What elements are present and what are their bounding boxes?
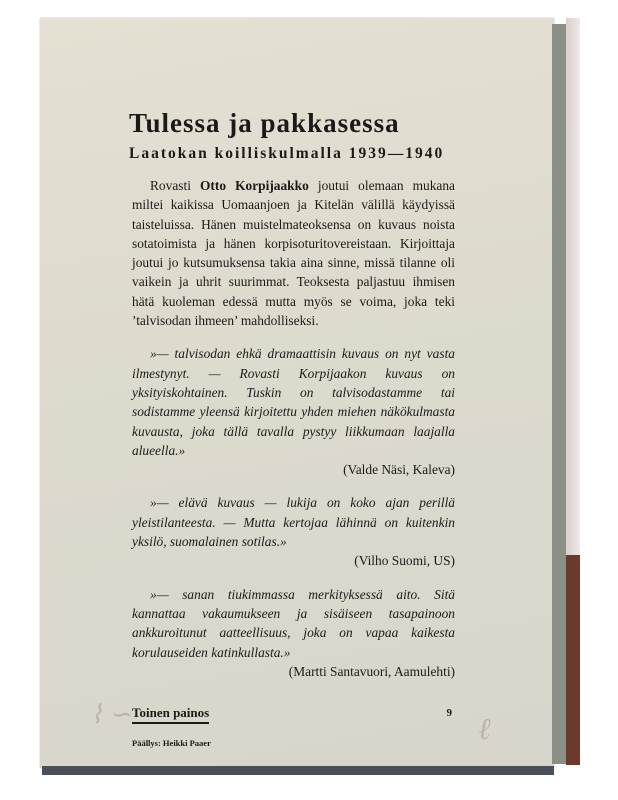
review-source: (Valde Näsi, Kaleva): [343, 462, 455, 478]
cover-designer-credit: Päällys: Heikki Paaer: [132, 738, 211, 749]
pencil-marks: ⌇ ∽: [90, 700, 133, 730]
book-bottom-edge: [42, 766, 554, 775]
review-1: [132, 344, 455, 479]
review-3: [132, 585, 455, 681]
edition-label: Toinen painos: [132, 705, 209, 724]
author-name: Otto Korpijaakko: [200, 178, 309, 193]
review-source: (Martti Santavuori, Aamulehti): [288, 663, 455, 679]
review-quote: »— talvisodan ehkä dramaattisin kuvaus on nyt vasta ilmestynyt. — Rovasti Korpijaakon kuvaus on yksityiskohtainen. Tuskin on talvisodastamme tai sodistamme yleensä kirjoitettu yhden miehen näkökulmasta kuvausta, joka tällä tavalla pystyy liikkumaan laajalla alueella.»: [132, 346, 455, 458]
cover-text: [129, 106, 459, 749]
blurb-paragraph: [132, 176, 455, 330]
book-subtitle: Laatokan koilliskulmalla 1939—1940: [129, 145, 445, 162]
pencil-marks: ℓ: [478, 712, 491, 747]
review-quote: »— elävä kuvaus — lukija on koko ajan perillä yleistilanteesta. — Mutta kertojaa lähinnä on kuitenkin yksilö, suomalainen sotilas.»: [132, 495, 455, 550]
spine-brown-band: [566, 555, 580, 765]
spine-strip: [552, 24, 566, 764]
spine-edge: [566, 18, 580, 558]
review-source: (Vilho Suomi, US): [354, 553, 455, 569]
review-2: [132, 493, 455, 570]
book-title: Tulessa ja pakkasessa: [129, 108, 400, 138]
series-number: 9: [446, 707, 452, 720]
review-quote: »— sanan tiukimmassa merkityksessä aito. Sitä kannattaa vakaumukseen ja sisäiseen tasapainoon ankkuroitunut aatteellisuus, joka on vapaa kaikesta korulauseiden katinkullasta.»: [132, 586, 455, 660]
blurb-prefix: Rovasti: [150, 178, 200, 193]
footer-row: [132, 705, 452, 724]
blurb-text: joutui olemaan mukana miltei kaikissa Uomaanjoen ja Kitelän välillä käydyissä taisteluissa. Hänen muistelmateoksensa on kuvaus noista sotatoimista ja hänen korpisoturitovereistaan. Kirjoittaja joutui jo kutsumuksensa takia aina sinne, missä tilanne oli vaikein ja uhrit suurimmat. Teoksesta paljastuu ihmisen hätä kuoleman edessä mutta myös se voima, joka teki ’talvisodan ihmeen’ mahdolliseksi.: [132, 178, 456, 329]
